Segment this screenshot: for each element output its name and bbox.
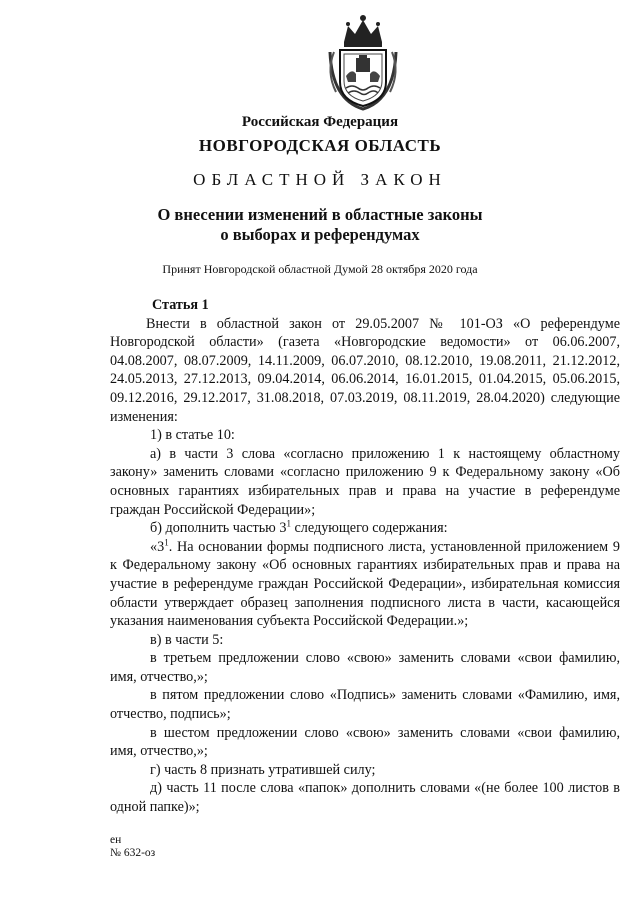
quoted-part-open: «3 — [150, 538, 165, 555]
item-b-text-end: следующего содержания: — [290, 520, 448, 537]
item-a: а) в части 3 слова «согласно приложению 1 к настоящему областному закону» заменить словами «согласно приложению 9 к Федеральному закону «Об основных гарантиях избирательных прав и права на участие в референдуме граждан Российской Федерации»; — [110, 445, 620, 518]
quoted-part — [110, 538, 620, 631]
item-1: 1) в статье 10: — [150, 427, 235, 444]
footer-initials: ен — [110, 834, 122, 846]
footer — [110, 834, 155, 860]
footer-number: № 632-оз — [110, 847, 156, 859]
adoption-note: Принят Новгородской областной Думой 28 октября 2020 года — [162, 262, 478, 276]
item-d: д) часть 11 после слова «папок» дополнить словами «(не более 100 листов в одной папке)»; — [110, 780, 620, 816]
quoted-part-superscript: 1 — [164, 536, 169, 547]
document-type: ОБЛАСТНОЙ ЗАКОН — [193, 170, 447, 189]
quoted-part-text: . На основании формы подписного листа, установленной приложением 9 к Федеральному закону «Об основных гарантиях избирательных прав и права на участие в референдуме граждан Российской Федерации», избирательная комиссия области утверждает образец заполнения подписного листа в части, касающейся указания наименования субъекта Российской Федерации.»; — [110, 538, 620, 630]
coat-of-arms-icon — [322, 12, 404, 112]
item-b-superscript: 1 — [286, 518, 291, 529]
item-v-sentence-5: в пятом предложении слово «Подпись» заменить словами «Фамилию, имя, отчество, подпись»; — [110, 687, 620, 723]
law-title-line-1: О внесении изменений в областные законы — [157, 205, 483, 224]
item-v-sentence-3: в третьем предложении слово «свою» заменить словами «свои фамилию, имя, отчество,»; — [110, 650, 620, 685]
item-b — [110, 519, 620, 538]
federation-title: Российская Федерация — [241, 114, 399, 130]
law-title — [0, 205, 640, 245]
article-body — [110, 296, 620, 817]
item-g: г) часть 8 признать утратившей силу; — [150, 761, 376, 778]
region-title: НОВГОРОДСКАЯ ОБЛАСТЬ — [198, 136, 442, 155]
item-b-text: б) дополнить частью 3 — [150, 520, 287, 537]
article-heading: Статья 1 — [152, 297, 209, 313]
item-v: в) в части 5: — [150, 631, 224, 648]
item-v-sentence-6: в шестом предложении слово «свою» заменить словами «свои фамилию, имя, отчество,»; — [110, 724, 620, 760]
law-title-line-2: о выборах и референдумах — [220, 225, 420, 244]
article-intro: Внести в областной закон от 29.05.2007 № 101-ОЗ «О референдуме Новгородской области» (газета «Новгородские ведомости» от 06.06.2007, 04.08.2007, 08.07.2009, 14.11.2009, 06.07.2010, 08.12.2010, 19.08.2011, 21.12.2012, 24.05.2013, 27.12.2013, 09.04.2014, 06.06.2014, 16.01.2015, 01.04.2015, 05.06.2015, 09.12.2016, 29.12.2017, 31.08.2018, 07.03.2019, 08.11.2019, 28.04.2020) следующие изменения: — [110, 315, 620, 425]
